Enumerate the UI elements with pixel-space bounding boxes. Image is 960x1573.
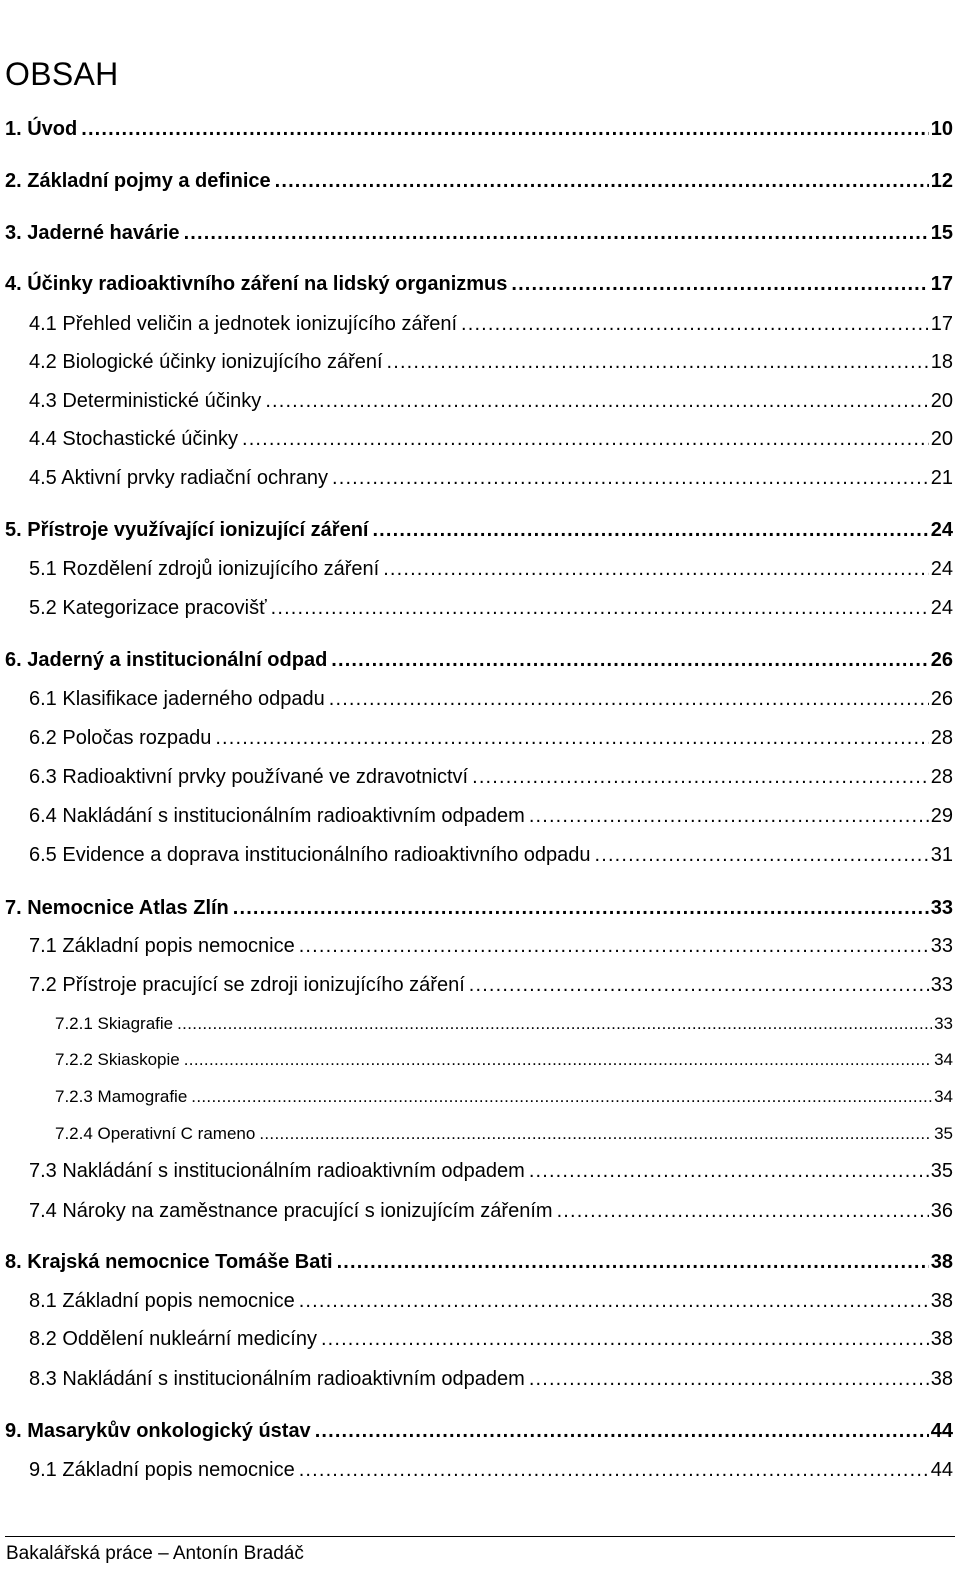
toc-entry-label: 4.3 Deterministické účinky — [29, 390, 262, 412]
toc-entry-page-number: 21 — [930, 467, 953, 489]
dot-leader — [184, 1050, 932, 1070]
toc-entry[interactable] — [5, 844, 953, 867]
toc-entry-page-number: 26 — [930, 649, 953, 671]
dot-leader — [529, 1160, 929, 1183]
toc-entry-label: 8.1 Základní popis nemocnice — [29, 1290, 295, 1312]
dot-leader — [332, 467, 929, 490]
toc-entry[interactable] — [5, 558, 953, 581]
toc-entry[interactable] — [5, 273, 953, 296]
toc-entry[interactable] — [5, 935, 953, 958]
dot-leader — [331, 649, 928, 672]
toc-entry-page-number: 35 — [930, 1160, 953, 1182]
toc-entry-label: 7.1 Základní popis nemocnice — [29, 935, 295, 957]
footer-text: Bakalářská práce – Antonín Bradáč — [6, 1543, 304, 1564]
toc-entry-label: 2. Základní pojmy a definice — [5, 170, 271, 192]
toc-entry-page-number: 31 — [930, 844, 953, 866]
toc-entry-label: 5.1 Rozdělení zdrojů ionizujícího záření — [29, 558, 380, 580]
dot-leader — [184, 222, 929, 245]
toc-entry[interactable] — [5, 313, 953, 336]
toc-entry[interactable] — [5, 467, 953, 490]
toc-entry-label: 7.2.1 Skiagrafie — [55, 1014, 174, 1033]
toc-entry-label: 7.3 Nakládání s institucionálním radioaktivním odpadem — [29, 1160, 525, 1182]
toc-entry-label: 7.2.3 Mamografie — [55, 1087, 188, 1106]
toc-entry-label: 9. Masarykův onkologický ústav — [5, 1420, 311, 1442]
dot-leader — [259, 1124, 932, 1144]
dot-leader — [595, 844, 929, 867]
dot-leader — [557, 1200, 929, 1223]
toc-entry-label: 7.4 Nároky na zaměstnance pracující s ionizujícím zářením — [29, 1200, 553, 1222]
toc-entry[interactable] — [5, 727, 953, 750]
toc-entry-page-number: 24 — [930, 597, 953, 619]
toc-entry-page-number: 18 — [930, 351, 953, 373]
toc-entry-label: 8.3 Nakládání s institucionálním radioaktivním odpadem — [29, 1368, 525, 1390]
toc-entry-page-number: 33 — [930, 935, 953, 957]
toc-entry[interactable] — [5, 1160, 953, 1183]
toc-entry-page-number: 35 — [934, 1124, 953, 1143]
toc-entry[interactable] — [5, 1124, 953, 1144]
dot-leader — [529, 1368, 929, 1391]
toc-entry[interactable] — [5, 428, 953, 451]
dot-leader — [383, 558, 929, 581]
toc-entry-page-number: 44 — [930, 1420, 953, 1442]
toc-entry-page-number: 34 — [934, 1050, 953, 1069]
toc-entry[interactable] — [5, 897, 953, 920]
toc-entry-label: 7.2 Přístroje pracující se zdroji ionizujícího záření — [29, 974, 465, 996]
toc-entry-page-number: 20 — [930, 428, 953, 450]
toc-entry[interactable] — [5, 1251, 953, 1274]
toc-entry-label: 4.2 Biologické účinky ionizujícího záření — [29, 351, 383, 373]
toc-entry-label: 5.2 Kategorizace pracovišť — [29, 597, 267, 619]
dot-leader — [275, 170, 929, 193]
page-title: OBSAH — [5, 56, 119, 92]
toc-entry[interactable] — [5, 1014, 953, 1034]
toc-entry-page-number: 44 — [930, 1459, 953, 1481]
footer-divider — [5, 1536, 955, 1537]
dot-leader — [177, 1014, 932, 1034]
dot-leader — [315, 1420, 929, 1443]
toc-entry-label: 7.2.4 Operativní C rameno — [55, 1124, 256, 1143]
dot-leader — [265, 390, 928, 413]
toc-entry[interactable] — [5, 1459, 953, 1482]
toc-entry-page-number: 34 — [934, 1087, 953, 1106]
toc-entry-label: 7. Nemocnice Atlas Zlín — [5, 897, 229, 919]
toc-entry-page-number: 20 — [930, 390, 953, 412]
toc-entry-label: 4.4 Stochastické účinky — [29, 428, 238, 450]
toc-entry[interactable] — [5, 390, 953, 413]
dot-leader — [472, 766, 929, 789]
dot-leader — [387, 351, 929, 374]
toc-entry-page-number: 15 — [930, 222, 953, 244]
toc-entry-page-number: 26 — [930, 688, 953, 710]
toc-entry[interactable] — [5, 170, 953, 193]
dot-leader — [299, 1459, 929, 1482]
toc-entry-page-number: 38 — [930, 1368, 953, 1390]
toc-entry-label: 9.1 Základní popis nemocnice — [29, 1459, 295, 1481]
toc-entry[interactable] — [5, 118, 953, 141]
toc-entry[interactable] — [5, 1368, 953, 1391]
dot-leader — [469, 974, 929, 997]
toc-entry[interactable] — [5, 351, 953, 374]
toc-entry-page-number: 10 — [930, 118, 953, 140]
toc-entry[interactable] — [5, 1087, 953, 1107]
toc-entry-label: 6.1 Klasifikace jaderného odpadu — [29, 688, 325, 710]
dot-leader — [81, 118, 929, 141]
toc-entry-label: 3. Jaderné havárie — [5, 222, 180, 244]
toc-entry-page-number: 38 — [930, 1251, 953, 1273]
toc-entry[interactable] — [5, 805, 953, 828]
toc-entry[interactable] — [5, 766, 953, 789]
toc-entry[interactable] — [5, 649, 953, 672]
dot-leader — [511, 273, 928, 296]
toc-entry-label: 7.2.2 Skiaskopie — [55, 1050, 180, 1069]
toc-entry-page-number: 24 — [930, 558, 953, 580]
toc-entry-label: 6.4 Nakládání s institucionálním radioaktivním odpadem — [29, 805, 525, 827]
toc-entry[interactable] — [5, 1200, 953, 1223]
dot-leader — [529, 805, 929, 828]
toc-entry-page-number: 33 — [930, 897, 953, 919]
toc-entry-page-number: 29 — [930, 805, 953, 827]
toc-entry[interactable] — [5, 1290, 953, 1313]
toc-entry[interactable] — [5, 597, 953, 620]
toc-entry-label: 5. Přístroje využívající ionizující záření — [5, 519, 369, 541]
toc-entry-page-number: 38 — [930, 1290, 953, 1312]
dot-leader — [299, 935, 929, 958]
toc-entry[interactable] — [5, 1328, 953, 1351]
toc-entry-page-number: 33 — [930, 974, 953, 996]
toc-entry-label: 8.2 Oddělení nukleární medicíny — [29, 1328, 317, 1350]
dot-leader — [271, 597, 929, 620]
dot-leader — [191, 1087, 932, 1107]
toc-entry-page-number: 12 — [930, 170, 953, 192]
toc-entry[interactable] — [5, 519, 953, 542]
toc-entry-label: 8. Krajská nemocnice Tomáše Bati — [5, 1251, 333, 1273]
toc-entry-page-number: 17 — [930, 273, 953, 295]
toc-entry-label: 6.3 Radioaktivní prvky používané ve zdravotnictví — [29, 766, 469, 788]
toc-entry[interactable] — [5, 688, 953, 711]
toc-entry-label: 4. Účinky radioaktivního záření na lidský organizmus — [5, 273, 508, 295]
toc-entry-page-number: 28 — [930, 766, 953, 788]
toc-entry-label: 4.5 Aktivní prvky radiační ochrany — [29, 467, 329, 489]
dot-leader — [329, 688, 929, 711]
toc-entry-page-number: 33 — [934, 1014, 953, 1033]
dot-leader — [372, 519, 928, 542]
toc-entry[interactable] — [5, 1420, 953, 1443]
toc-entry-label: 4.1 Přehled veličin a jednotek ionizujícího záření — [29, 313, 458, 335]
toc-entry-page-number: 24 — [930, 519, 953, 541]
dot-leader — [461, 313, 929, 336]
toc-entry-label: 1. Úvod — [5, 118, 78, 140]
toc-entry[interactable] — [5, 1050, 953, 1070]
dot-leader — [242, 428, 929, 451]
toc-entry[interactable] — [5, 974, 953, 997]
toc-entry-label: 6.2 Poločas rozpadu — [29, 727, 212, 749]
toc-entry-page-number: 28 — [930, 727, 953, 749]
toc-entry-label: 6. Jaderný a institucionální odpad — [5, 649, 328, 671]
dot-leader — [215, 727, 928, 750]
toc-entry-page-number: 17 — [930, 313, 953, 335]
dot-leader — [337, 1251, 929, 1274]
dot-leader — [321, 1328, 929, 1351]
toc-entry-page-number: 38 — [930, 1328, 953, 1350]
toc-entry-label: 6.5 Evidence a doprava institucionálního radioaktivního odpadu — [29, 844, 591, 866]
dot-leader — [299, 1290, 929, 1313]
dot-leader — [233, 897, 929, 920]
toc-entry[interactable] — [5, 222, 953, 245]
toc-entry-page-number: 36 — [930, 1200, 953, 1222]
